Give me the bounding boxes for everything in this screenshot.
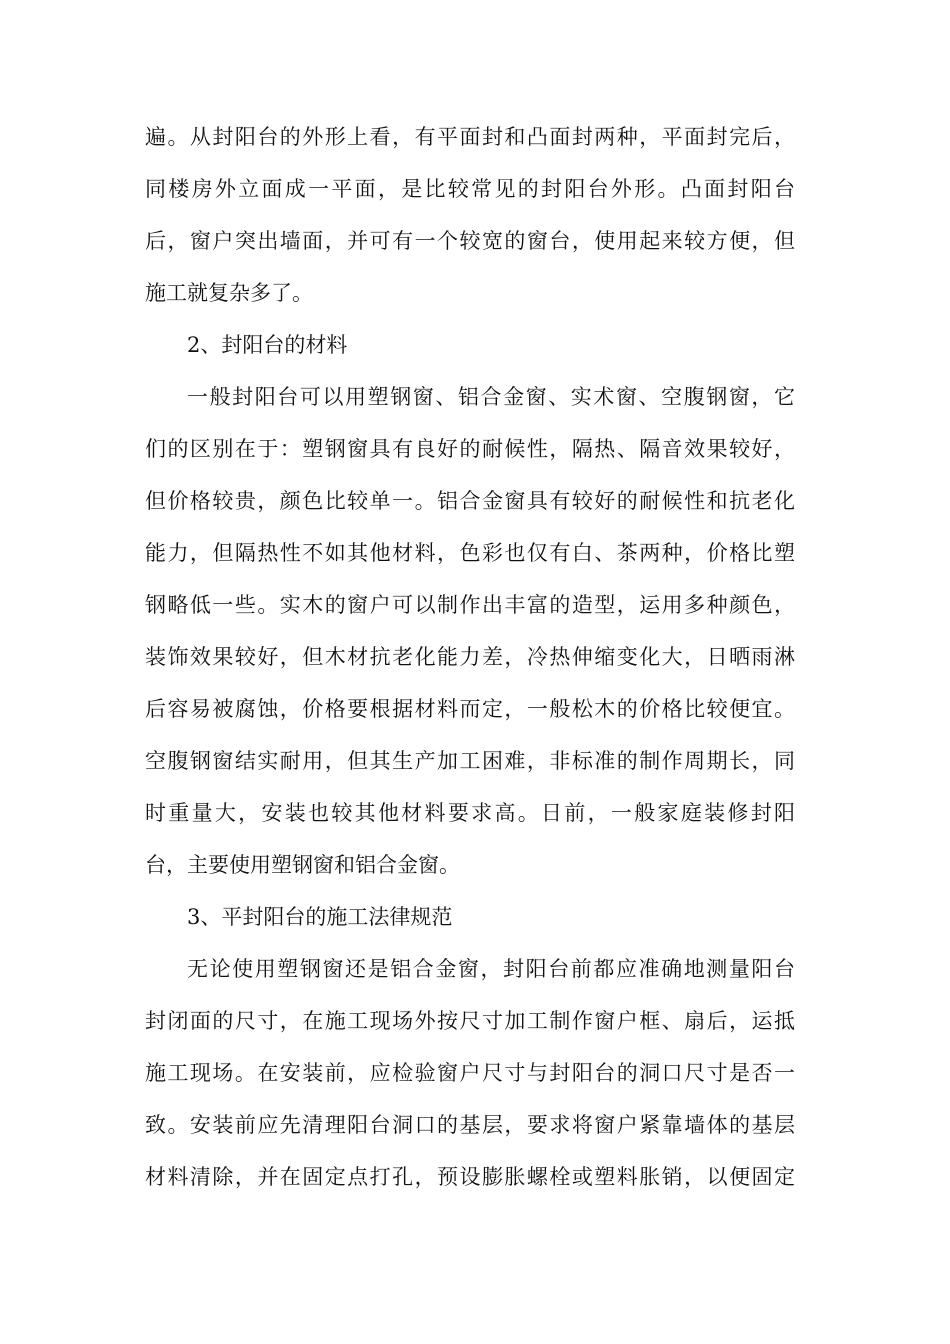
paragraph-first-line: 一般封阳台可以用塑钢窗、铝合金窗、实术窗、空腹钢窗，它 [187, 385, 795, 409]
document-body [145, 111, 795, 1203]
paragraph-first-line: 无论使用塑钢窗还是铝合金窗，封阳台前都应准确地测量阳台 [187, 957, 795, 981]
text-line: 空腹钢窗结实耐用，但其生产加工困难，非标准的制作周期长，同 [145, 749, 795, 773]
text-line: 能力，但隔热性不如其他材料，色彩也仅有白、茶两种，价格比塑 [145, 541, 795, 565]
paragraph-first-line: 3、平封阳台的施工法律规范 [187, 905, 453, 929]
text-line: 致。安装前应先清理阳台洞口的基层，要求将窗户紧靠墙体的基层 [145, 1113, 795, 1137]
paragraph-first-line: 2、封阳台的材料 [187, 333, 348, 357]
text-line: 后，窗户突出墙面，并可有一个较宽的窗台，使用起来较方便，但 [145, 229, 795, 253]
text-line: 钢略低一些。实木的窗户可以制作出丰富的造型，运用多种颜色， [145, 593, 795, 617]
text-line: 时重量大，安装也较其他材料要求高。日前，一般家庭装修封阳 [145, 801, 795, 825]
text-line: 施工现场。在安装前，应检验窗户尺寸与封阳台的洞口尺寸是否一 [145, 1061, 795, 1085]
text-line: 们的区别在于：塑钢窗具有良好的耐候性，隔热、隔音效果较好， [145, 437, 795, 461]
text-line: 台，主要使用塑钢窗和铝合金窗。 [145, 853, 460, 877]
text-line: 施工就复杂多了。 [145, 281, 313, 305]
text-line: 遍。从封阳台的外形上看，有平面封和凸面封两种，平面封完后， [145, 125, 795, 149]
text-line: 材料清除，并在固定点打孔，预设膨胀螺栓或塑料胀销，以便固定 [145, 1165, 795, 1189]
text-line: 但价格较贵，颜色比较单一。铝合金窗具有较好的耐候性和抗老化 [145, 489, 795, 513]
text-line: 装饰效果较好，但木材抗老化能力差，冷热伸缩变化大，日晒雨淋 [145, 645, 795, 669]
text-line: 封闭面的尺寸，在施工现场外按尺寸加工制作窗户框、扇后，运抵 [145, 1009, 795, 1033]
text-line: 后容易被腐蚀，价格要根据材料而定，一般松木的价格比较便宜。 [145, 697, 795, 721]
text-line: 同楼房外立面成一平面，是比较常见的封阳台外形。凸面封阳台 [145, 177, 795, 201]
